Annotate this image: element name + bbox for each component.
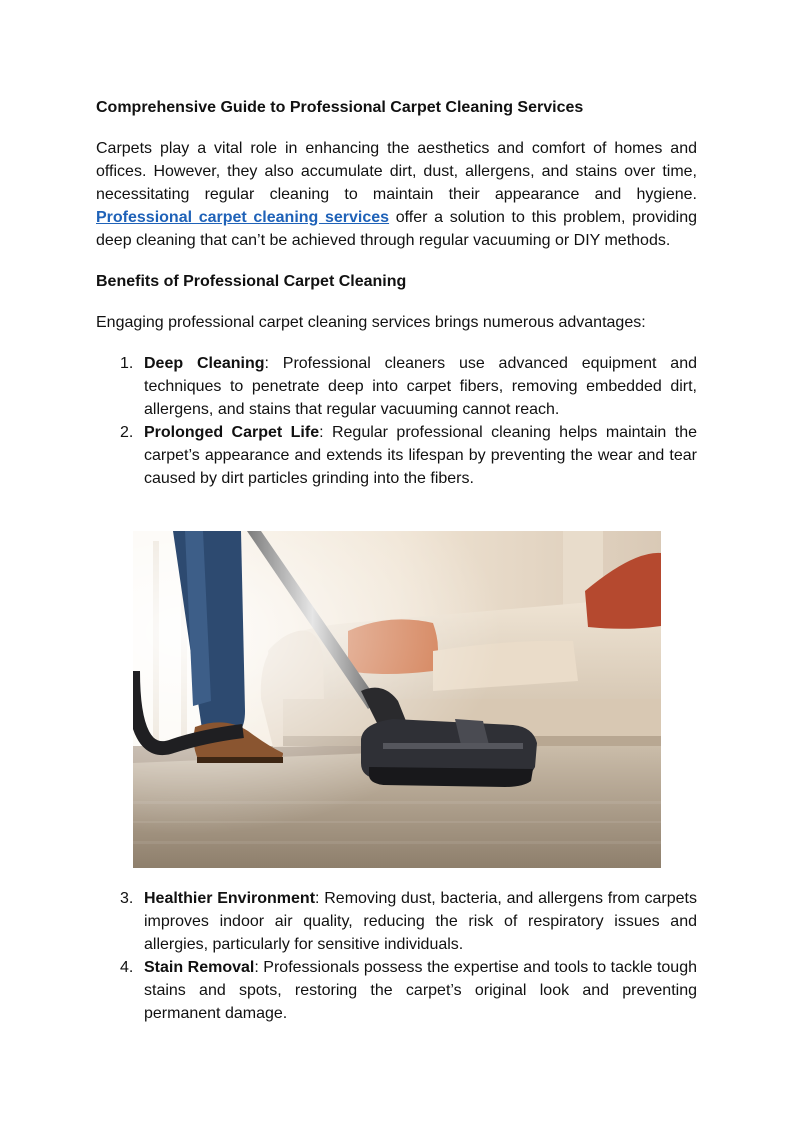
list-item-text: : Removing dust, bacteria, and allergens from carpets improves indoor air quality, reducing the risk of respiratory issues and allergies, particularly for sensitive individuals. (144, 890, 698, 953)
vacuum-illustration (133, 531, 661, 868)
list-item-text: : Professionals possess the expertise and tools to tackle tough stains and spots, restoring the carpet’s original look and preventing permanent damage. (144, 959, 697, 1022)
document-title: Comprehensive Guide to Professional Carpet Cleaning Services (96, 99, 584, 116)
list-item-text: : Professional cleaners use advanced equipment and techniques to penetrate deep into carpet fibers, removing embedded dirt, allergens, and stains that regular vacuuming cannot reach. (144, 355, 697, 418)
list-item-term: Prolonged Carpet Life (144, 424, 320, 441)
professional-carpet-cleaning-link[interactable]: Professional carpet cleaning services (96, 209, 390, 226)
list-item-term: Healthier Environment (144, 890, 316, 907)
intro-text-after-link: offer a solution to this problem, providing deep cleaning that can’t be achieved through regular vacuuming or DIY methods. (96, 209, 698, 249)
benefits-intro: Engaging professional carpet cleaning services brings numerous advantages: (96, 314, 646, 331)
benefits-list-continued (96, 887, 697, 1025)
list-item-number: 4. (120, 959, 134, 976)
list-item-number: 3. (120, 890, 134, 907)
intro-paragraph (96, 137, 697, 252)
list-item-term: Deep Cleaning (144, 355, 265, 372)
list-item-number: 1. (120, 355, 134, 372)
benefits-heading: Benefits of Professional Carpet Cleaning (96, 273, 407, 290)
list-item-text: : Regular professional cleaning helps maintain the carpet’s appearance and extends its lifespan by preventing the wear and tear caused by dirt particles grinding into the fibers. (144, 424, 697, 487)
list-item (96, 887, 697, 956)
list-item (96, 352, 697, 421)
benefits-list-part-2 (96, 887, 697, 1025)
benefits-list-part-1 (96, 352, 697, 490)
list-item (96, 421, 697, 490)
list-item (96, 956, 697, 1025)
list-item-number: 2. (120, 424, 134, 441)
list-item-term: Stain Removal (144, 959, 255, 976)
intro-text-before-link: Carpets play a vital role in enhancing the aesthetics and comfort of homes and offices. However, they also accumulate dirt, dust, allergens, and stains over time, necessitating regular cleaning to maintain their appearance and hygiene. (96, 140, 697, 203)
document-body (96, 96, 697, 490)
carpet-vacuum-photo (133, 531, 661, 868)
